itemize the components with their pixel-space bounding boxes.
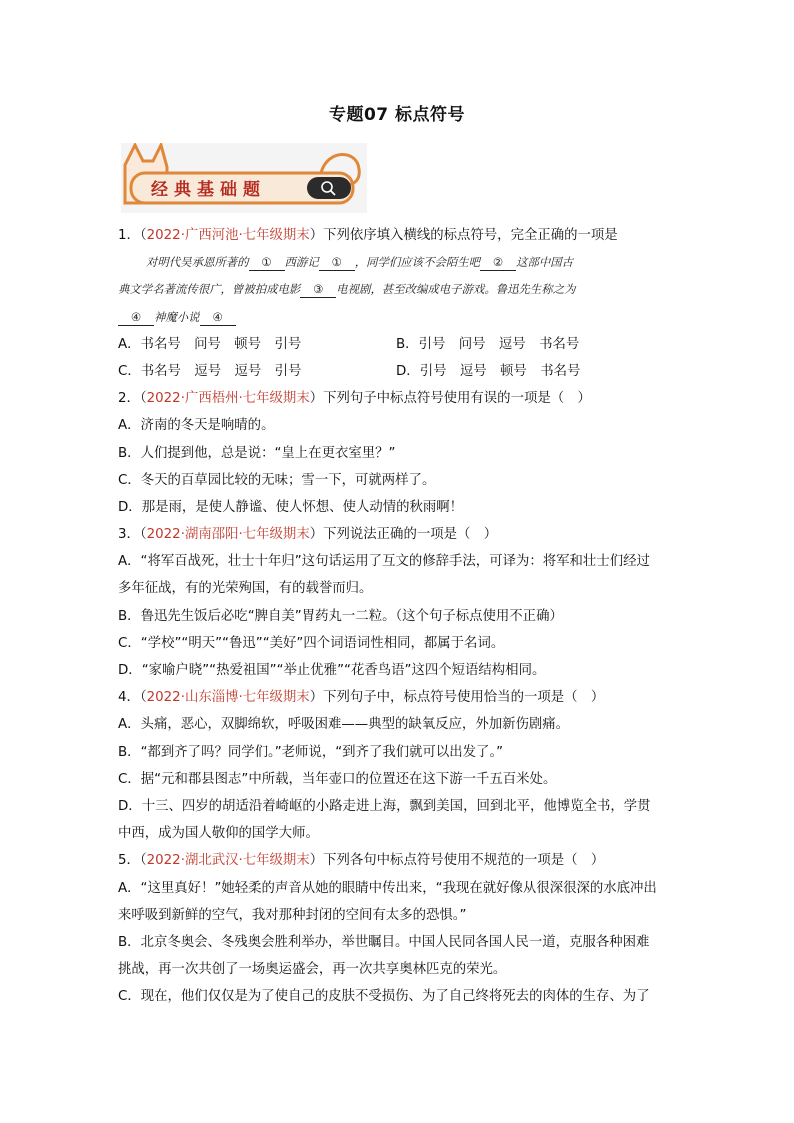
question-source: 2022·湖北武汉·七年级期末: [146, 853, 310, 869]
question-source: 2022·湖南邵阳·七年级期末: [146, 527, 310, 543]
fox-banner-illustration: [121, 143, 367, 213]
option-a[interactable]: A．济南的冬天是响晴的。: [118, 418, 275, 434]
option-a[interactable]: A．头痛，恶心，双脚绵软，呼吸困难——典型的缺氧反应，外加新伤剧痛。: [118, 717, 570, 733]
question-2-stem: 2．（2022·广西梧州·七年级期末）下列句子中标点符号使用有误的一项是（ ）: [118, 391, 591, 407]
option-c[interactable]: C．冬天的百草园比较的无味；雪一下，可就两样了。: [118, 472, 436, 488]
blank-1: ①: [249, 254, 285, 271]
blank-1b: ①: [319, 254, 355, 271]
option-a-continued: 多年征战，有的光荣殉国，有的载誉而归。: [118, 581, 373, 597]
option-a-continued: 来呼吸到新鲜的空气，我对那种封闭的空间有太多的恐惧。”: [118, 907, 467, 923]
option-d[interactable]: D．那是雨，是使人静谧、使人怀想、使人动情的秋雨啊！: [118, 499, 464, 515]
question-source: 2022·广西梧州·七年级期末: [146, 391, 310, 407]
question-3-stem: 3．（2022·湖南邵阳·七年级期末）下列说法正确的一项是（ ）: [118, 527, 498, 543]
question-1-options-row-2: [118, 358, 678, 385]
option-b-continued: 挑战，再一次共创了一场奥运盛会，再一次共享奥林匹克的荣光。: [118, 962, 507, 978]
option-b[interactable]: B．人们提到他，总是说：“皇上在更衣室里？”: [118, 445, 396, 461]
question-1-passage-line-1: 对明代吴承恩所著的 ① 西游记 ① ，同学们应该不会陌生吧 ② 这部中国古: [146, 255, 573, 270]
question-1-options-row-1: [118, 331, 678, 358]
page-title: 专题07 标点符号: [328, 105, 466, 125]
question-4-stem: 4．（2022·山东淄博·七年级期末）下列句子中，标点符号使用恰当的一项是（ ）: [118, 690, 605, 706]
question-1-stem: 1．（2022·广西河池·七年级期末）下列依序填入横线的标点符号，完全正确的一项是: [118, 228, 618, 243]
option-d[interactable]: D．“家喻户晓”“热爱祖国”“举止优雅”“花香鸟语”这四个短语结构相同。: [118, 663, 546, 678]
option-a[interactable]: A．“将军百战死，壮士十年归”这句话运用了互文的修辞手法，可译为：将军和壮士们经过: [118, 554, 650, 570]
question-5-stem: 5．（2022·湖北武汉·七年级期末）下列各句中标点符号使用不规范的一项是（ ）: [118, 853, 605, 869]
option-c[interactable]: C．书名号 逗号 逗号 引号: [118, 363, 302, 379]
question-source: 2022·山东淄博·七年级期末: [146, 690, 310, 706]
banner-text: 经典基础题: [151, 180, 266, 200]
section-banner: [121, 143, 367, 213]
blank-3: ③: [300, 281, 336, 298]
question-list: [118, 222, 678, 1010]
option-c[interactable]: C．“学校”“明天”“鲁迅”“美好”四个词语词性相同，都属于名词。: [118, 635, 505, 651]
question-1-passage-line-3: ④ 神魔小说 ④: [118, 304, 678, 331]
option-a[interactable]: A．“这里真好！”她轻柔的声音从她的眼睛中传出来，“我现在就好像从很深很深的水底冲出: [118, 880, 657, 896]
option-b[interactable]: B．鲁迅先生饭后必吃“脾自美”胃药丸一二粒。（这个句子标点使用不正确）: [118, 608, 563, 624]
option-d[interactable]: D．十三、四岁的胡适沿着崎岖的小路走进上海，飘到美国，回到北平，他博览全书，学贯: [118, 798, 651, 814]
option-a[interactable]: A．书名号 问号 顿号 引号: [118, 336, 302, 352]
option-c[interactable]: C．现在，他们仅仅是为了使自己的皮肤不受损伤、为了自己终将死去的肉体的生存、为了: [118, 989, 650, 1005]
option-b[interactable]: B．引号 问号 逗号 书名号: [396, 336, 580, 352]
blank-4b: ④: [200, 309, 236, 326]
option-d-continued: 中西，成为国人敬仰的国学大师。: [118, 826, 319, 842]
blank-2: ②: [480, 254, 516, 271]
blank-4: ④: [118, 309, 154, 326]
option-c[interactable]: C．据“元和郡县图志”中所载，当年壶口的位置还在这下游一千五百米处。: [118, 771, 557, 787]
option-b[interactable]: B．北京冬奥会、冬残奥会胜利举办，举世瞩目。中国人民同各国人民一道，克服各种困难: [118, 934, 650, 950]
option-d[interactable]: D．引号 逗号 顿号 书名号: [396, 363, 581, 379]
option-b[interactable]: B．“都到齐了吗？同学们。”老师说，“到齐了我们就可以出发了。”: [118, 744, 504, 760]
question-1-passage-line-2: 典文学名著流传很广，曾被拍成电影 ③ 电视剧，甚至改编成电子游戏。鲁迅先生称之为: [118, 282, 576, 297]
question-source: 2022·广西河池·七年级期末: [146, 228, 310, 243]
